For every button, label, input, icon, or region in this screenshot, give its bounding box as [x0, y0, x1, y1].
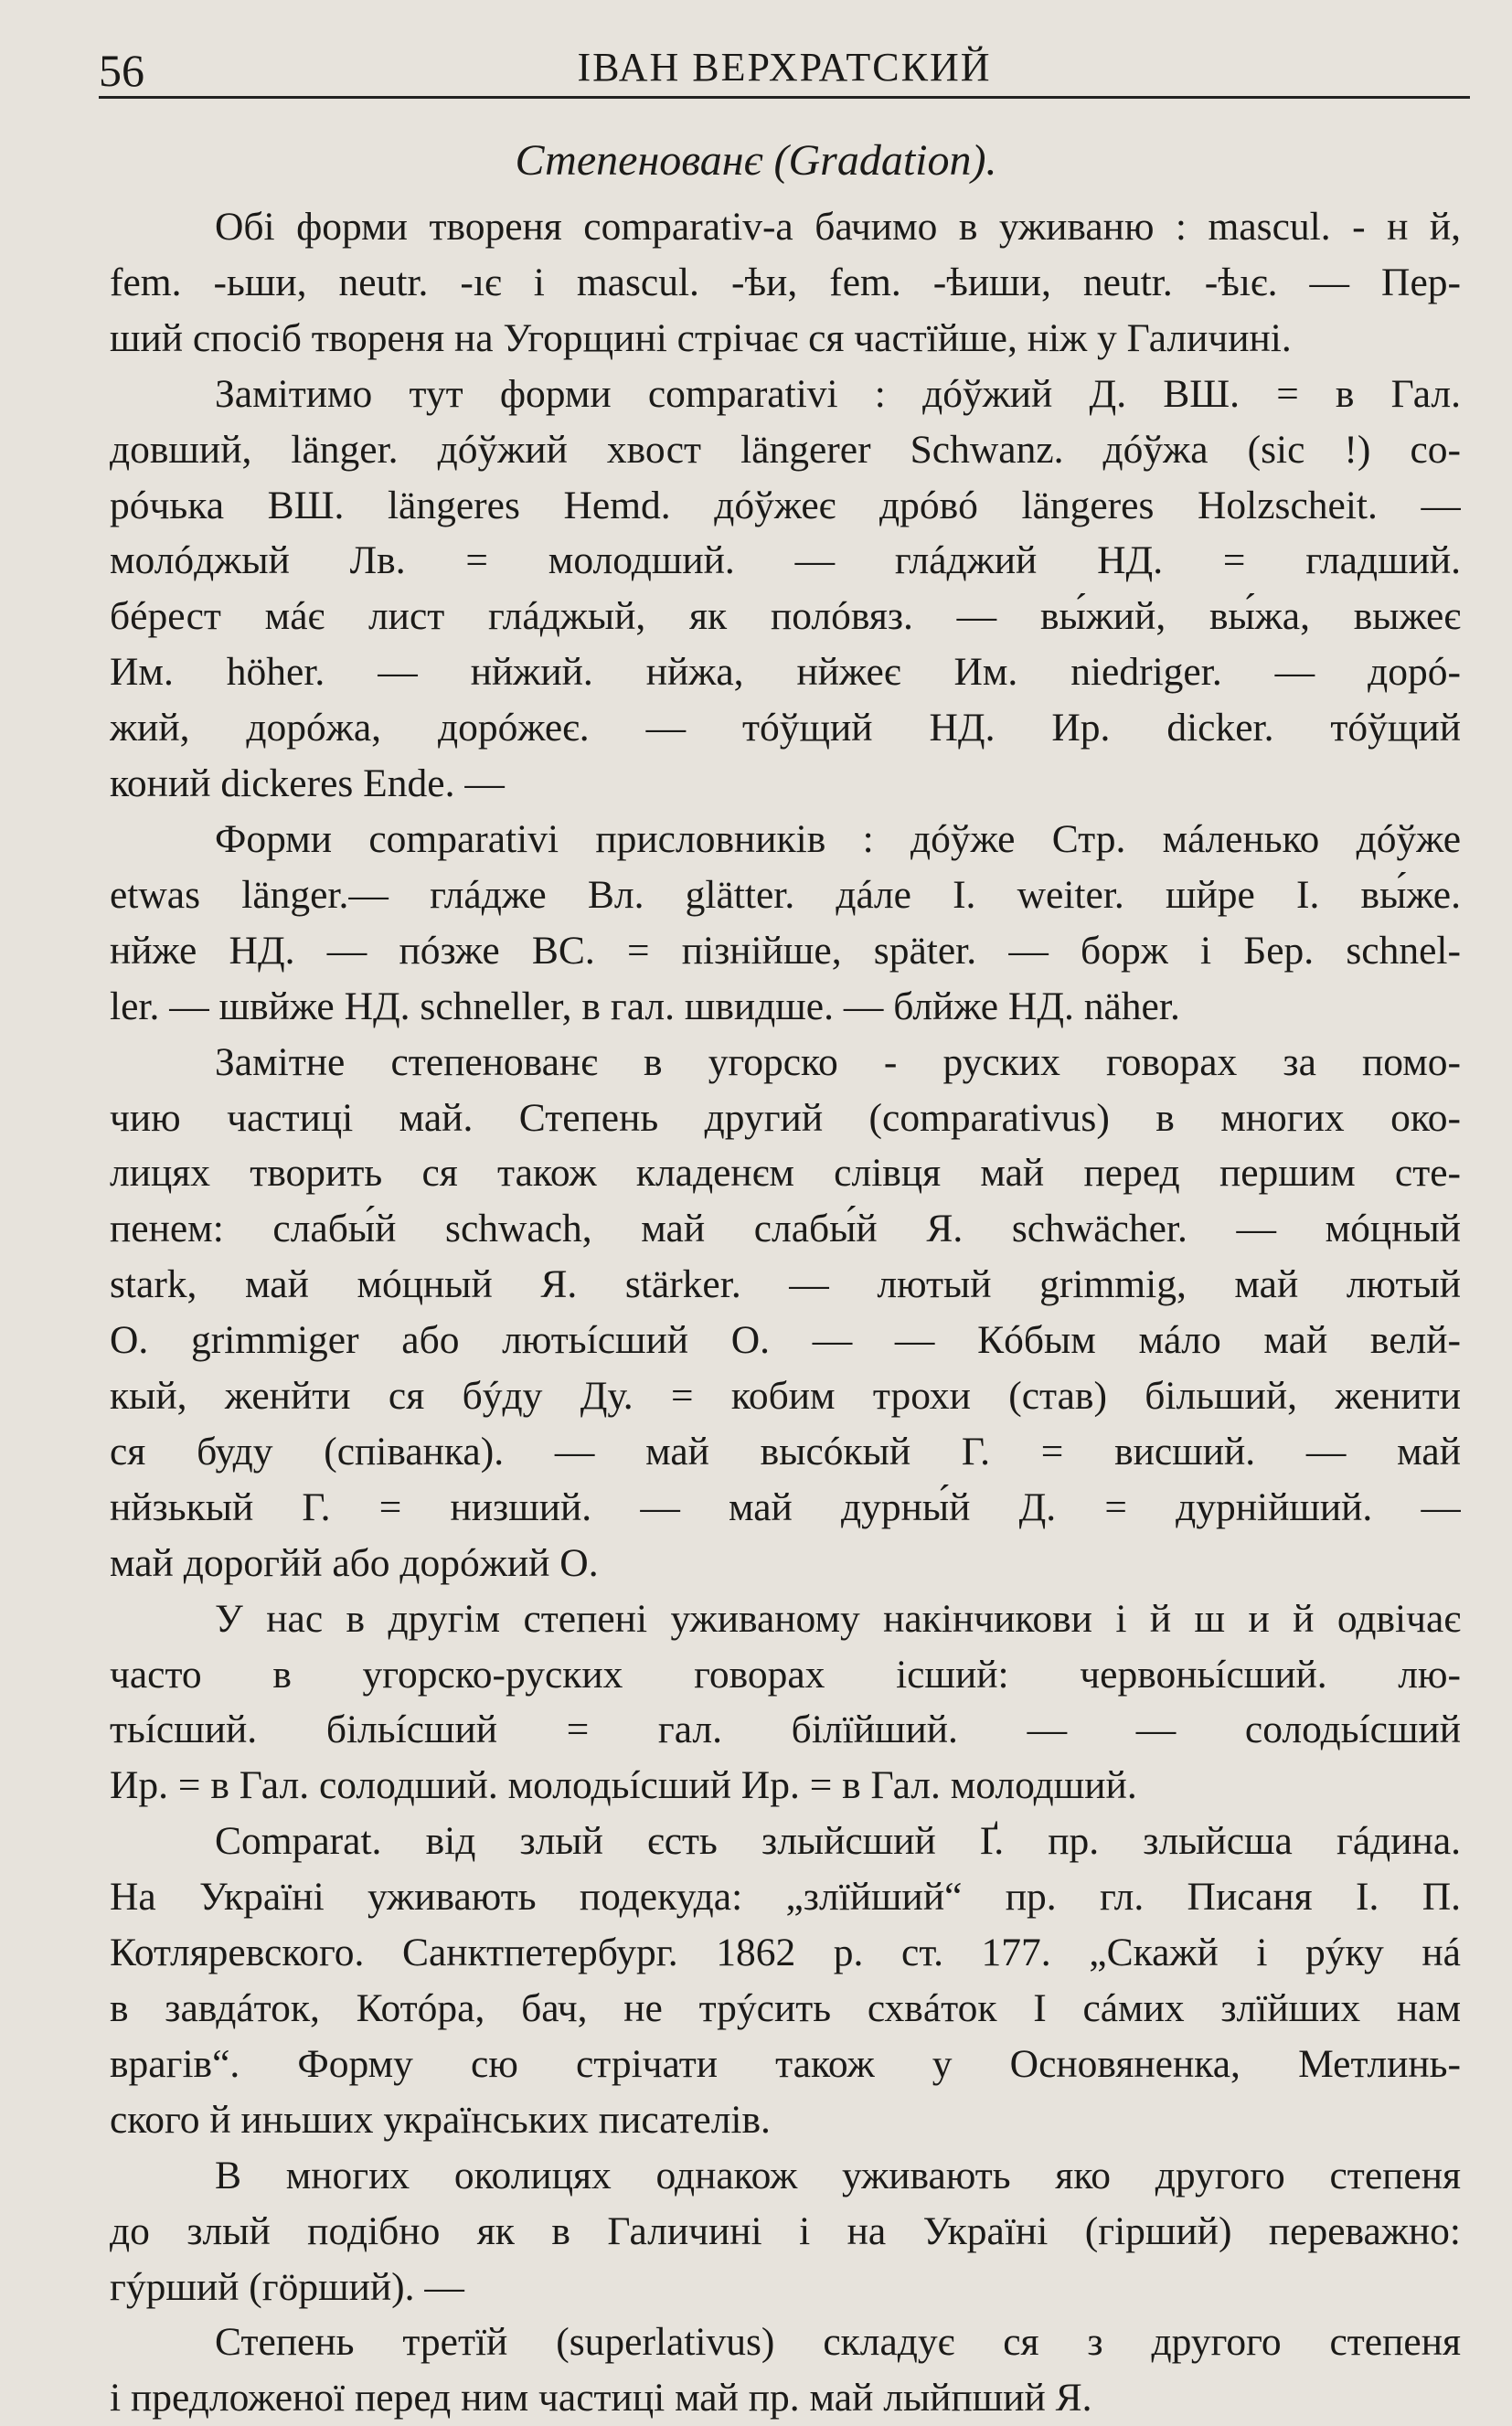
- text-line: нйзькый Г. = низший. — май дурны́й Д. = дурнійший. —: [110, 1484, 1461, 1529]
- text-line: довший, länger. дóўжий хвост längerer Schwanz. дóўжа (sic !) со-: [110, 427, 1461, 472]
- text-line: до злый подібно як в Галичині і на Україні (гірший) переважно:: [110, 2208, 1461, 2253]
- text-line: гýрший (гöрший). —: [110, 2264, 464, 2309]
- paragraph: [110, 199, 1461, 367]
- text-line: Котляревского. Санктпетербург. 1862 р. ст. 177. „Скажй і рýку нá: [110, 1931, 1461, 1975]
- text-line: рóчька ВШ. längeres Hemd. дóўжеє дрóвó längeres Holzscheit. —: [110, 483, 1461, 527]
- text-line: Замітимо тут форми comparativi : дóўжий Д. ВШ. = в Гал.: [215, 371, 1461, 416]
- text-line: На Україні уживають подекуда: „злїйший“ пр. гл. Писаня І. П.: [110, 1875, 1461, 1920]
- text-line: ший спосіб твореня на Угорщині стрічає ся частїйше, ніж у Галичині.: [110, 315, 1292, 360]
- text-line: жий, дорóжа, дорóжеє. — тóўщий НД. Ир. dicker. тóўщий: [110, 706, 1461, 750]
- text-line: і предложеної перед ним частиці май пр. май лыйпший Я.: [110, 2376, 1092, 2421]
- text-line: etwas länger.— глáдже Вл. glätter. дáле І. weiter. шйре І. вы́же.: [110, 872, 1461, 917]
- text-line: в завдáток, Котóра, бач, не трýсить схвáток І сáмих злїйших нам: [110, 1986, 1461, 2030]
- text-line: У нас в другім степені уживаному накінчикови і й ш и й одвічає: [215, 1596, 1461, 1641]
- paragraph: [110, 2148, 1461, 2315]
- body-text: [110, 199, 1461, 2426]
- paragraph: [110, 367, 1461, 812]
- text-line: Comparat. від злый єсть злыйсший Ґ. пр. злыйсша гáдина.: [215, 1819, 1461, 1864]
- text-line: пенем: слабы́й schwach, май слабы́й Я. schwächer. — мóцный: [110, 1207, 1461, 1251]
- section-title: Степенованє (Gradation).: [515, 136, 997, 185]
- paragraph: [110, 1035, 1461, 1591]
- paragraph: [110, 1814, 1461, 2147]
- text-line: Замітне степенованє в угорско - руских говорах за помо-: [215, 1039, 1461, 1084]
- text-line: ся буду (співанка). — май высóкый Г. = висший. — май: [110, 1429, 1461, 1474]
- text-line: ского й иньших українських писателів.: [110, 2097, 771, 2142]
- text-line: бéрест мáє лист глáджый, як полóвяз. — вы́жий, вы́жа, выжеє: [110, 594, 1461, 639]
- text-line: кый, женйти ся бýду Ду. = кобим трохи (став) більший, женити: [110, 1374, 1461, 1419]
- text-line: врагів“. Форму сю стрічати також у Основяненка, Метлинь-: [110, 2041, 1461, 2086]
- text-line: Им. höher. — нйжий. нйжа, нйжеє Им. niedriger. — дорó-: [110, 650, 1461, 695]
- text-line: В многих околицях однакож уживають яко другого степеня: [215, 2153, 1461, 2197]
- page-number: 56: [99, 45, 144, 96]
- text-line: часто в угорско-руских говорах ісший: червоньíсший. лю-: [110, 1652, 1461, 1697]
- paragraph: [110, 1591, 1461, 1814]
- text-line: чию частиці май. Степень другий (comparativus) в многих око-: [110, 1095, 1461, 1140]
- paragraph: [110, 2314, 1461, 2426]
- header-rule: [99, 96, 1470, 99]
- page-header: [99, 37, 1470, 101]
- text-line: коний dickeres Ende. —: [110, 761, 505, 806]
- text-line: нйже НД. — пóзже ВС. = пізнійше, später. — борж і Бер. schnel-: [110, 928, 1461, 973]
- text-line: Степень третїй (superlativus) складує ся з другого степеня: [215, 2320, 1461, 2365]
- text-line: ler. — швйже НД. schneller, в гал. швидше. — блйже НД. näher.: [110, 984, 1180, 1028]
- running-head: ІВАН ВЕРХРАТСКИЙ: [577, 45, 992, 90]
- text-line: fem. -ьши, neutr. -ıє і mascul. -ѣи, fem. -ѣиши, neutr. -ѣıє. — Пер-: [110, 260, 1461, 304]
- text-line: тьíсший. більíсший = гал. білїйший. — — солодьíсший: [110, 1708, 1461, 1752]
- text-line: молóджый Лв. = молодший. — глáджий НД. = гладший.: [110, 538, 1461, 583]
- text-line: Обі форми твореня comparativ-a бачимо в уживаню : mascul. - н й,: [215, 205, 1461, 249]
- text-line: stark, май мóцный Я. stärker. — лютый grimmig, май лютый: [110, 1262, 1461, 1307]
- text-line: Форми comparativi присловників : дóўже Стр. мáленько дóўже: [215, 816, 1461, 861]
- text-line: лицях творить ся також кладенєм слівця май перед першим сте-: [110, 1151, 1461, 1196]
- text-line: Ир. = в Гал. солодший. молодьíсший Ир. = в Гал. молодший.: [110, 1763, 1137, 1808]
- paragraph: [110, 812, 1461, 1035]
- text-line: О. grimmiger або лютьíсший О. — — Кóбым мáло май велй-: [110, 1318, 1461, 1363]
- text-line: май дорогйй або дорóжий О.: [110, 1540, 599, 1585]
